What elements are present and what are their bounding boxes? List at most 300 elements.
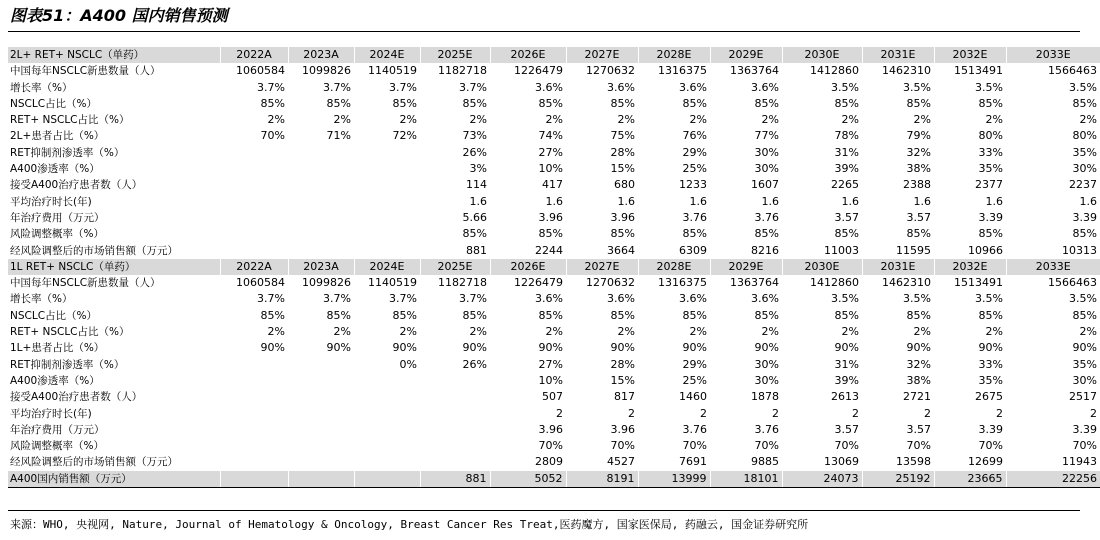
value-cell: 1099826 [302,64,351,78]
figure-title: 图表51：A400 国内销售预测 [10,6,228,25]
year-header-cell: 2033E [1006,47,1100,63]
value-cell: 90% [260,341,285,355]
row-label: 平均治疗时长(年) [10,407,92,420]
year-header-cell: 2026E [490,259,566,275]
value-cell: 2517 [1069,390,1097,404]
row-label: RET抑制剂渗透率（%） [10,146,125,159]
value-cell: 1607 [751,178,779,192]
value-cell: 85% [754,227,779,241]
value-cell: 30% [1072,373,1097,387]
value-cell: 2% [689,113,707,127]
row-label: 中国每年NSCLC新患数量（人） [10,65,161,78]
value-cell: 85% [978,227,1003,241]
value-cell: 3.5% [903,80,931,94]
value-cell: 3.96 [538,422,563,436]
value-cell: 3.5% [1069,80,1097,94]
value-cell [354,406,420,422]
value-cell: 10% [538,162,563,176]
value-cell [220,145,288,161]
value-cell: 3.39 [978,422,1003,436]
value-cell [220,422,288,438]
row-label: 年治疗费用（万元） [10,211,105,224]
year-header-cell: 2027E [566,259,638,275]
value-cell: 2% [761,113,779,127]
value-cell: 70% [1072,439,1097,453]
row-label: 中国每年NSCLC新患数量（人） [10,277,161,290]
value-cell: 85% [754,96,779,110]
value-cell: 3.39 [1072,210,1097,224]
value-cell: 1182718 [438,64,487,78]
value-cell: 32% [906,357,931,371]
value-cell [288,389,354,405]
value-cell: 2% [913,325,931,339]
value-cell [220,210,288,226]
table-row [8,226,1100,242]
value-cell: 70% [834,439,859,453]
value-cell: 30% [754,145,779,159]
value-cell: 1363764 [730,64,779,78]
value-cell: 2% [469,113,487,127]
table-row [8,438,1100,454]
year-header-cell: 2027E [566,47,638,63]
value-cell [420,389,490,405]
value-cell: 75% [610,129,635,143]
table-row [8,128,1100,144]
value-cell: 85% [610,308,635,322]
value-cell: 3.7% [459,292,487,306]
value-cell: 85% [462,227,487,241]
value-cell: 2% [617,325,635,339]
value-cell: 30% [754,162,779,176]
value-cell: 85% [538,308,563,322]
value-cell: 1412860 [810,276,859,290]
value-cell [220,243,288,259]
section-header-row [8,47,1100,63]
value-cell: 3.7% [389,292,417,306]
total-label: A400国内销售额（万元） [8,471,220,488]
value-cell: 2% [1079,113,1097,127]
total-value-cell: 881 [420,471,490,488]
value-cell [420,454,490,470]
value-cell: 3.5% [831,80,859,94]
value-cell [354,422,420,438]
year-header-cell: 2025E [420,47,490,63]
value-cell: 3.96 [610,422,635,436]
year-header-cell: 2022A [220,47,288,63]
row-label: A400渗透率（%） [10,163,100,176]
value-cell: 39% [834,162,859,176]
value-cell [220,194,288,210]
value-cell: 85% [1072,308,1097,322]
value-cell: 2 [700,406,707,420]
value-cell: 2675 [975,390,1003,404]
value-cell: 70% [906,439,931,453]
table-row [8,243,1100,259]
value-cell: 2388 [903,178,931,192]
value-cell: 3.76 [754,210,779,224]
total-value-cell: 25192 [862,471,934,488]
value-cell: 13069 [824,455,859,469]
value-cell: 2 [1090,406,1097,420]
value-cell: 1878 [751,390,779,404]
row-label: 经风险调整后的市场销售额（万元） [10,456,178,469]
table-row [8,63,1100,79]
row-label: RET抑制剂渗透率（%） [10,358,125,371]
value-cell: 3.7% [323,292,351,306]
value-cell: 33% [978,145,1003,159]
value-cell: 10% [538,373,563,387]
value-cell: 85% [260,96,285,110]
total-value-cell: 22256 [1006,471,1100,488]
value-cell [354,210,420,226]
row-label: NSCLC占比（%） [10,309,98,322]
value-cell [288,422,354,438]
value-cell [354,373,420,389]
value-cell: 4527 [607,455,635,469]
row-label: NSCLC占比（%） [10,97,98,110]
value-cell: 1140519 [368,64,417,78]
value-cell: 1462310 [882,64,931,78]
year-header-cell: 2029E [710,259,782,275]
value-cell: 28% [610,145,635,159]
value-cell [288,210,354,226]
value-cell: 15% [610,162,635,176]
value-cell: 1226479 [514,64,563,78]
value-cell: 90% [392,341,417,355]
value-cell: 85% [326,308,351,322]
table-row [8,422,1100,438]
value-cell: 76% [682,129,707,143]
value-cell: 3.5% [975,80,1003,94]
value-cell: 39% [834,373,859,387]
value-cell: 2809 [535,455,563,469]
value-cell: 33% [978,357,1003,371]
value-cell: 85% [906,227,931,241]
value-cell: 1060584 [236,64,285,78]
value-cell: 3.7% [257,80,285,94]
value-cell: 90% [1072,341,1097,355]
value-cell [288,243,354,259]
value-cell: 1.6 [761,194,779,208]
row-label: 1L+患者占比（%） [10,342,105,355]
table-row [8,210,1100,226]
section-header-row [8,259,1100,275]
value-cell: 78% [834,129,859,143]
value-cell: 3.76 [754,422,779,436]
value-cell: 85% [682,308,707,322]
value-cell: 3.6% [679,80,707,94]
value-cell: 2721 [903,390,931,404]
value-cell [220,373,288,389]
value-cell: 70% [682,439,707,453]
value-cell: 2244 [535,243,563,257]
value-cell [288,438,354,454]
value-cell: 85% [538,96,563,110]
value-cell: 85% [392,308,417,322]
value-cell: 70% [260,129,285,143]
value-cell: 3.57 [834,210,859,224]
value-cell: 35% [978,373,1003,387]
value-cell: 2% [841,325,859,339]
value-cell: 85% [392,96,417,110]
value-cell: 38% [906,162,931,176]
value-cell [354,226,420,242]
value-cell: 2 [924,406,931,420]
value-cell [220,389,288,405]
total-value-cell: 24073 [782,471,862,488]
value-cell [354,177,420,193]
value-cell: 90% [462,341,487,355]
value-cell: 2% [333,325,351,339]
value-cell: 2% [267,113,285,127]
value-cell: 72% [392,129,417,143]
table-row [8,308,1100,324]
value-cell: 31% [834,357,859,371]
value-cell: 1412860 [810,64,859,78]
value-cell: 3.6% [679,292,707,306]
value-cell [420,373,490,389]
total-row [8,471,1100,488]
total-value-cell: 23665 [934,471,1006,488]
row-label: 风险调整概率（%） [10,228,104,241]
value-cell: 29% [682,357,707,371]
value-cell: 1226479 [514,276,563,290]
row-label: 风险调整概率（%） [10,440,104,453]
value-cell: 3.57 [906,210,931,224]
value-cell [288,357,354,373]
value-cell: 417 [542,178,563,192]
value-cell: 3.7% [389,80,417,94]
value-cell: 85% [978,308,1003,322]
source-note: 来源：WHO, 央视网, Nature, Journal of Hematology & Oncology, Breast Cancer Res Treat,医药魔方, 国家医保局, 药融云, 国金证券研究所 [10,518,809,531]
value-cell: 25% [682,162,707,176]
value-cell: 85% [834,227,859,241]
table-row [8,357,1100,373]
value-cell: 1270632 [586,64,635,78]
year-header-cell: 2032E [934,47,1006,63]
value-cell: 90% [326,341,351,355]
value-cell: 3.6% [751,292,779,306]
table-row [8,145,1100,161]
total-value-cell: 8191 [566,471,638,488]
value-cell: 85% [682,96,707,110]
value-cell: 1.6 [617,194,635,208]
value-cell: 29% [682,145,707,159]
value-cell: 85% [610,96,635,110]
value-cell: 85% [462,308,487,322]
value-cell: 77% [754,129,779,143]
value-cell: 0% [399,357,417,371]
value-cell: 3.6% [607,292,635,306]
value-cell: 80% [978,129,1003,143]
value-cell: 90% [610,341,635,355]
value-cell: 1316375 [658,276,707,290]
value-cell [220,438,288,454]
year-header-cell: 2033E [1006,259,1100,275]
value-cell: 1316375 [658,64,707,78]
value-cell: 1513491 [954,64,1003,78]
value-cell: 2% [333,113,351,127]
value-cell: 3.96 [610,210,635,224]
value-cell: 3.5% [975,292,1003,306]
value-cell: 2% [545,325,563,339]
value-cell: 3.6% [535,292,563,306]
value-cell: 1233 [679,178,707,192]
value-cell [354,243,420,259]
value-cell: 2% [399,325,417,339]
value-cell [354,194,420,210]
value-cell: 35% [1072,357,1097,371]
top-rule [8,31,1080,32]
value-cell: 90% [754,341,779,355]
value-cell: 1.6 [469,194,487,208]
value-cell: 85% [260,308,285,322]
value-cell [354,438,420,454]
value-cell: 1.6 [1079,194,1097,208]
bottom-rule [8,510,1080,511]
value-cell: 680 [614,178,635,192]
value-cell: 2 [628,406,635,420]
value-cell [288,454,354,470]
value-cell: 3.6% [607,80,635,94]
value-cell: 2 [556,406,563,420]
value-cell: 80% [1072,129,1097,143]
value-cell: 1182718 [438,276,487,290]
value-cell: 2% [399,113,417,127]
value-cell: 85% [538,227,563,241]
value-cell: 2265 [831,178,859,192]
value-cell: 11943 [1062,455,1097,469]
value-cell: 10313 [1062,243,1097,257]
total-value-cell: 13999 [638,471,710,488]
value-cell: 31% [834,145,859,159]
value-cell: 3.6% [751,80,779,94]
value-cell: 70% [754,439,779,453]
value-cell: 1566463 [1048,64,1097,78]
value-cell: 2% [545,113,563,127]
value-cell: 1513491 [954,276,1003,290]
year-header-cell: 2030E [782,259,862,275]
value-cell: 2 [772,406,779,420]
value-cell [420,422,490,438]
table-body [8,47,1100,488]
value-cell: 7691 [679,455,707,469]
value-cell: 70% [610,439,635,453]
value-cell: 90% [978,341,1003,355]
table-row [8,454,1100,470]
year-header-cell: 2024E [354,47,420,63]
value-cell: 881 [466,243,487,257]
value-cell: 25% [682,373,707,387]
value-cell: 1460 [679,390,707,404]
table-row [8,96,1100,112]
table-row [8,324,1100,340]
value-cell: 3.39 [978,210,1003,224]
total-value-cell: 5052 [490,471,566,488]
value-cell: 3.7% [323,80,351,94]
value-cell: 38% [906,373,931,387]
total-value-cell [288,471,354,488]
value-cell [288,406,354,422]
value-cell: 3.57 [906,422,931,436]
value-cell: 8216 [751,243,779,257]
value-cell: 85% [906,96,931,110]
value-cell [354,161,420,177]
table-row [8,80,1100,96]
value-cell: 2377 [975,178,1003,192]
value-cell: 3.6% [535,80,563,94]
row-label: 年治疗费用（万元） [10,423,105,436]
value-cell: 1.6 [913,194,931,208]
value-cell: 85% [834,308,859,322]
value-cell: 2613 [831,390,859,404]
value-cell: 11595 [896,243,931,257]
year-header-cell: 2022A [220,259,288,275]
value-cell: 85% [834,96,859,110]
value-cell [220,226,288,242]
value-cell: 114 [466,178,487,192]
row-label: 2L+患者占比（%） [10,130,105,143]
value-cell: 11003 [824,243,859,257]
value-cell: 10966 [968,243,1003,257]
value-cell: 12699 [968,455,1003,469]
value-cell [288,194,354,210]
value-cell: 1363764 [730,276,779,290]
value-cell: 27% [538,145,563,159]
value-cell: 817 [614,390,635,404]
section-header-label: 1L RET+ NSCLC（单药） [8,259,220,275]
year-header-cell: 2023A [288,259,354,275]
value-cell: 1462310 [882,276,931,290]
table-row [8,177,1100,193]
value-cell: 30% [754,373,779,387]
value-cell: 1140519 [368,276,417,290]
value-cell: 71% [326,129,351,143]
table-row [8,112,1100,128]
value-cell: 90% [682,341,707,355]
value-cell: 2% [761,325,779,339]
year-header-cell: 2031E [862,47,934,63]
row-label: A400渗透率（%） [10,374,100,387]
value-cell: 3.76 [682,422,707,436]
value-cell: 70% [978,439,1003,453]
value-cell: 26% [462,357,487,371]
value-cell [420,438,490,454]
year-header-cell: 2032E [934,259,1006,275]
value-cell: 3.5% [903,292,931,306]
value-cell: 73% [462,129,487,143]
total-value-cell [354,471,420,488]
value-cell [220,454,288,470]
value-cell: 3% [469,162,487,176]
value-cell [220,177,288,193]
row-label: 经风险调整后的市场销售额（万元） [10,244,178,257]
value-cell [288,226,354,242]
value-cell: 3.5% [1069,292,1097,306]
table-row [8,161,1100,177]
row-label: 接受A400治疗患者数（人） [10,179,143,192]
value-cell: 85% [1072,96,1097,110]
value-cell: 35% [1072,145,1097,159]
value-cell [220,161,288,177]
value-cell [420,406,490,422]
table-row [8,389,1100,405]
value-cell: 13598 [896,455,931,469]
table-row [8,194,1100,210]
value-cell [354,389,420,405]
value-cell: 1.6 [841,194,859,208]
value-cell: 6309 [679,243,707,257]
